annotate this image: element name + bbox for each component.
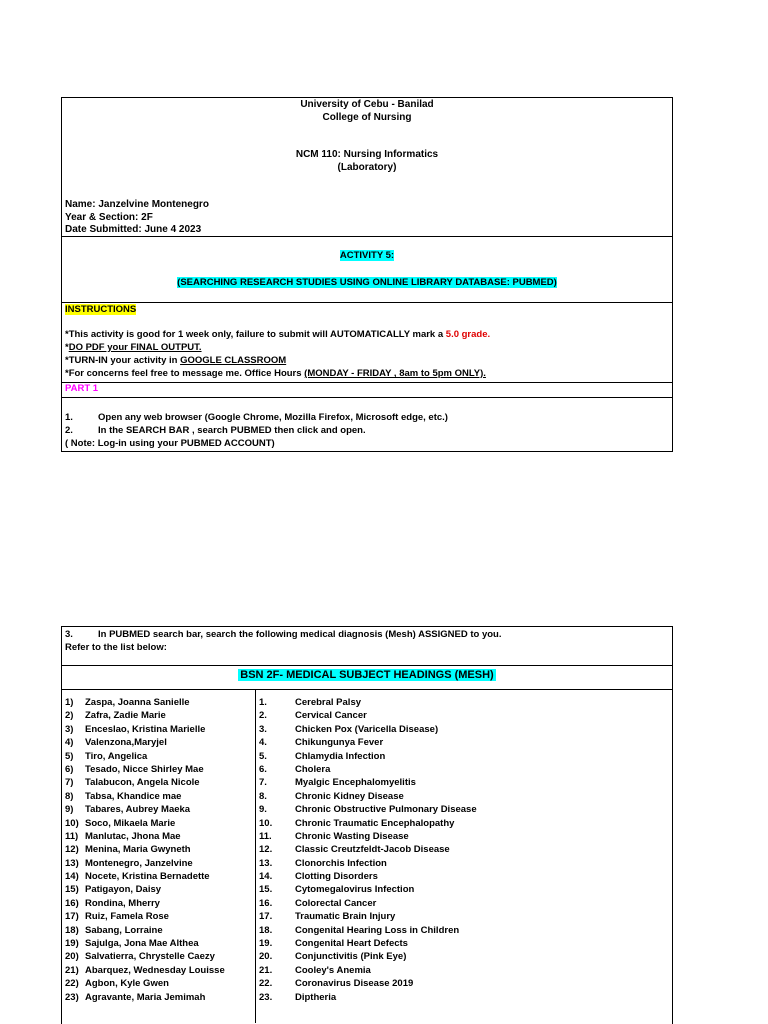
student-item-text: Tiro, Angelica [85,750,148,762]
student-item-number: 8) [65,790,74,802]
student-item [65,991,225,1004]
student-item-text: Patigayon, Daisy [85,884,162,896]
disease-item-number: 19. [259,938,273,950]
instructions-cell [62,303,672,383]
disease-item-text: Clonorchis Infection [295,857,387,869]
student-item [65,937,225,950]
student-item [65,843,225,856]
disease-item [259,696,477,709]
date-submitted: Date Submitted: June 4 2023 [65,224,202,235]
disease-item [259,870,477,883]
disease-item-text: Conjunctivitis (Pink Eye) [295,951,407,963]
instructions-heading: INSTRUCTIONS [65,304,137,315]
disease-item-number: 18. [259,924,273,936]
student-item [65,790,225,803]
disease-item [259,803,477,816]
student-item-number: 2) [65,710,74,722]
student-item-number: 3) [65,723,74,735]
student-item-text: Ruiz, Famela Rose [85,911,169,923]
part1-heading-cell [62,383,672,398]
part1-steps-cell [62,398,672,452]
student-item [65,763,225,776]
disease-item-number: 14. [259,871,273,883]
student-item-text: Valenzona,Maryjel [85,737,167,749]
activity-title: ACTIVITY 5: [339,250,395,261]
disease-item-number: 13. [259,857,273,869]
disease-item-number: 5. [259,750,267,762]
disease-item-text: Cervical Cancer [295,710,367,722]
disease-item-number: 11. [259,830,272,842]
student-item-number: 12) [65,844,79,856]
student-name: Name: Janzelvine Montenegro [65,199,209,210]
disease-item [259,723,477,736]
student-item [65,910,225,923]
student-item-text: Menina, Maria Gwyneth [85,844,191,856]
disease-item [259,964,477,977]
instruction-deadline: *This activity is good for 1 week only, failure to submit will AUTOMATICALLY mark a 5.0 grade. [65,329,491,340]
disease-item-text: Congenital Hearing Loss in Children [295,924,460,936]
login-note: ( Note: Log-in using your PUBMED ACCOUNT) [65,438,275,449]
student-item-number: 13) [65,857,79,869]
student-item-text: Abarquez, Wednesday Louisse [85,964,225,976]
disease-item-number: 7. [259,777,267,789]
disease-item [259,763,477,776]
disease-item-text: Colorectal Cancer [295,897,377,909]
student-item [65,750,225,763]
disease-item-number: 8. [259,790,267,802]
disease-item-number: 15. [259,884,273,896]
disease-list [259,696,477,1004]
activity-title-cell [62,237,672,303]
disease-item-text: Myalgic Encephalomyelitis [295,777,416,789]
instruction-office-hours: *For concerns feel free to message me. Office Hours (MONDAY - FRIDAY , 8am to 5pm ONLY). [65,368,486,379]
header-cell [62,98,672,237]
disease-item [259,897,477,910]
step-3: 3. In PUBMED search bar, search the following medical diagnosis (Mesh) ASSIGNED to you. [65,629,502,640]
student-item-text: Montenegro, Janzelvine [85,857,193,869]
student-item [65,977,225,990]
step-2: 2. In the SEARCH BAR , search PUBMED then click and open. [65,425,366,436]
student-item-text: Manlutac, Jhona Mae [85,830,181,842]
disease-item [259,910,477,923]
assignment-lists [62,690,672,1023]
student-item-number: 10) [65,817,79,829]
student-item-text: Rondina, Mherry [85,897,160,909]
disease-item [259,843,477,856]
disease-item-number: 23. [259,991,273,1003]
disease-item-text: Chronic Obstructive Pulmonary Disease [295,804,477,816]
student-item-number: 14) [65,871,79,883]
instruction-turnin: *TURN-IN your activity in GOOGLE CLASSROOM [65,355,287,366]
disease-item-number: 2. [259,710,267,722]
column-divider [255,690,256,1023]
disease-item [259,924,477,937]
disease-item [259,883,477,896]
student-item [65,776,225,789]
student-item-text: Tesado, Nicce Shirley Mae [85,763,204,775]
student-item [65,883,225,896]
disease-item-number: 17. [259,911,273,923]
disease-item-number: 16. [259,897,273,909]
student-item-number: 22) [65,978,79,990]
disease-item-text: Chikungunya Fever [295,737,384,749]
student-item-number: 21) [65,964,79,976]
student-item-number: 11) [65,830,79,842]
student-item [65,830,225,843]
disease-item-number: 21. [259,964,273,976]
student-item-number: 19) [65,938,79,950]
disease-item-number: 12. [259,844,273,856]
student-item [65,696,225,709]
student-item-number: 16) [65,897,79,909]
disease-item-text: Classic Creutzfeldt-Jacob Disease [295,844,450,856]
activity-header-table [61,97,673,452]
disease-item [259,790,477,803]
student-item-number: 9) [65,804,74,816]
student-item-text: Zafra, Zadie Marie [85,710,166,722]
step-1: 1. Open any web browser (Google Chrome, Mozilla Firefox, Microsoft edge, etc.) [65,412,448,423]
student-item [65,964,225,977]
disease-item [259,776,477,789]
step3-cell [62,627,672,666]
student-item [65,709,225,722]
disease-item [259,830,477,843]
disease-item-text: Cholera [295,763,331,775]
university-name: University of Cebu - Banilad [300,99,434,110]
disease-item-text: Chronic Kidney Disease [295,790,404,802]
college-name: College of Nursing [322,111,412,123]
instruction-pdf: *DO PDF your FINAL OUTPUT. [65,342,202,353]
student-item-text: Tabsa, Khandice mae [85,790,182,802]
disease-item-number: 1. [259,697,267,708]
student-item-text: Soco, Mikaela Marie [85,817,176,829]
disease-item-text: Diptheria [295,991,337,1003]
student-list [65,696,225,1004]
disease-item-text: Cerebral Palsy [295,697,362,708]
student-item-number: 1) [65,697,74,708]
student-item-text: Enceslao, Kristina Marielle [85,723,206,735]
student-item-text: Sabang, Lorraine [85,924,163,936]
student-item-text: Agravante, Maria Jemimah [85,991,206,1003]
disease-item-number: 10. [259,817,273,829]
disease-item-text: Clotting Disorders [295,871,378,883]
student-item-text: Nocete, Kristina Bernadette [85,871,210,883]
disease-item-number: 9. [259,804,267,816]
disease-item-text: Chronic Wasting Disease [295,830,409,842]
disease-item [259,709,477,722]
student-item [65,736,225,749]
student-item [65,857,225,870]
student-item-number: 18) [65,924,79,936]
part1-heading: PART 1 [65,383,99,394]
disease-item [259,991,477,1004]
course-type: (Laboratory) [337,161,397,173]
mesh-title-cell [62,666,672,690]
student-section: Year & Section: 2F [65,211,153,223]
mesh-assignment-table [61,626,673,1024]
refer-text: Refer to the list below: [65,642,167,653]
disease-item-text: Cytomegalovirus Infection [295,884,415,896]
disease-item-text: Congenital Heart Defects [295,938,408,950]
disease-item [259,977,477,990]
student-item-text: Talabucon, Angela Nicole [85,777,200,789]
disease-item-number: 6. [259,763,267,775]
student-item-number: 20) [65,951,79,963]
student-item-text: Salvatierra, Chrystelle Caezy [85,951,215,963]
disease-item [259,750,477,763]
student-item [65,817,225,830]
student-item [65,723,225,736]
disease-item-text: Traumatic Brain Injury [295,911,396,923]
activity-subtitle: (SEARCHING RESEARCH STUDIES USING ONLINE LIBRARY DATABASE: PUBMED) [177,277,557,288]
student-item [65,870,225,883]
disease-item-text: Coronavirus Disease 2019 [295,978,414,990]
student-item-text: Tabares, Aubrey Maeka [85,804,191,816]
student-item-text: Agbon, Kyle Gwen [85,978,169,990]
mesh-title: BSN 2F- MEDICAL SUBJECT HEADINGS (MESH) [240,669,494,681]
student-item-number: 4) [65,737,74,749]
student-item [65,803,225,816]
disease-item-text: Chronic Traumatic Encephalopathy [295,817,455,829]
disease-item-text: Cooley's Anemia [295,964,371,976]
disease-item-text: Chicken Pox (Varicella Disease) [295,723,439,735]
student-item-text: Zaspa, Joanna Sanielle [85,697,190,708]
student-item [65,950,225,963]
disease-item-number: 22. [259,978,273,990]
disease-item-number: 4. [259,737,267,749]
student-item-text: Sajulga, Jona Mae Althea [85,938,199,950]
course-title: NCM 110: Nursing Informatics [295,149,439,160]
disease-item [259,857,477,870]
disease-item [259,817,477,830]
disease-item [259,937,477,950]
student-item-number: 15) [65,884,79,896]
student-item-number: 6) [65,763,74,775]
student-item-number: 23) [65,991,79,1003]
disease-item [259,736,477,749]
student-item [65,924,225,937]
disease-item-number: 20. [259,951,273,963]
student-item-number: 7) [65,777,74,789]
student-item-number: 17) [65,911,79,923]
disease-item-number: 3. [259,723,267,735]
student-item-number: 5) [65,750,74,762]
disease-item [259,950,477,963]
student-item [65,897,225,910]
disease-item-text: Chlamydia Infection [295,750,386,762]
